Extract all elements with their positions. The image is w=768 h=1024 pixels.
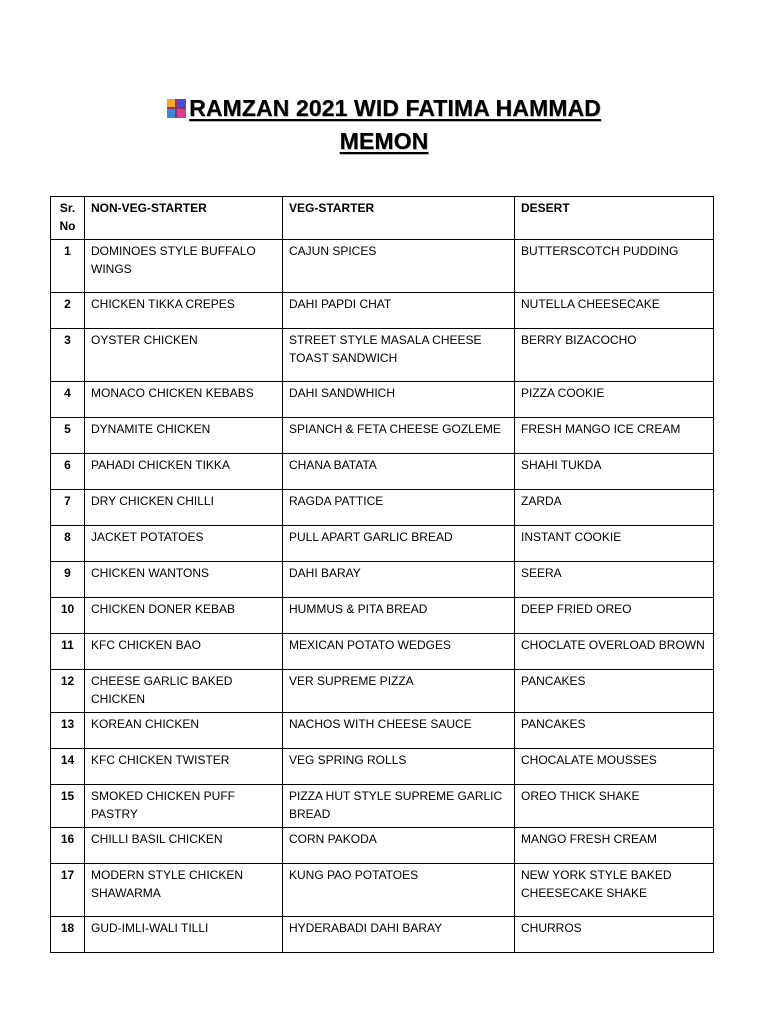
cell-veg: HYDERABADI DAHI BARAY: [283, 917, 515, 953]
cell-sr: 14: [51, 749, 85, 785]
table-row: [51, 598, 714, 634]
colored-cross-bullet-icon: [167, 99, 186, 118]
cell-desert: NUTELLA CHEESECAKE: [515, 293, 714, 329]
cell-veg: STREET STYLE MASALA CHEESE TOAST SANDWICH: [283, 329, 515, 382]
cell-sr: 9: [51, 562, 85, 598]
table-row: [51, 670, 714, 713]
cell-veg: DAHI SANDWHICH: [283, 382, 515, 418]
cell-desert: DEEP FRIED OREO: [515, 598, 714, 634]
cell-veg: KUNG PAO POTATOES: [283, 864, 515, 917]
cell-desert: PANCAKES: [515, 670, 714, 713]
header-non-veg-starter: NON-VEG-STARTER: [85, 197, 283, 240]
cell-sr: 17: [51, 864, 85, 917]
cell-veg: MEXICAN POTATO WEDGES: [283, 634, 515, 670]
cell-veg: DAHI BARAY: [283, 562, 515, 598]
cell-desert: BERRY BIZACOCHO: [515, 329, 714, 382]
cell-desert: FRESH MANGO ICE CREAM: [515, 418, 714, 454]
cell-non-veg: MONACO CHICKEN KEBABS: [85, 382, 283, 418]
cell-sr: 7: [51, 490, 85, 526]
cell-veg: PULL APART GARLIC BREAD: [283, 526, 515, 562]
cell-sr: 2: [51, 293, 85, 329]
cell-non-veg: CHICKEN DONER KEBAB: [85, 598, 283, 634]
cell-desert: CHURROS: [515, 917, 714, 953]
table-row: [51, 240, 714, 293]
cell-veg: HUMMUS & PITA BREAD: [283, 598, 515, 634]
cell-veg: NACHOS WITH CHEESE SAUCE: [283, 713, 515, 749]
title-line-1-wrap: [167, 92, 601, 125]
cell-non-veg: CHICKEN WANTONS: [85, 562, 283, 598]
cell-desert: MANGO FRESH CREAM: [515, 828, 714, 864]
cell-non-veg: SMOKED CHICKEN PUFF PASTRY: [85, 785, 283, 828]
cell-non-veg: MODERN STYLE CHICKEN SHAWARMA: [85, 864, 283, 917]
cell-non-veg: CHICKEN TIKKA CREPES: [85, 293, 283, 329]
table-row: [51, 490, 714, 526]
header-desert: DESERT: [515, 197, 714, 240]
cell-non-veg: OYSTER CHICKEN: [85, 329, 283, 382]
cell-veg: VER SUPREME PIZZA: [283, 670, 515, 713]
document-title: [0, 92, 768, 158]
cell-veg: SPIANCH & FETA CHEESE GOZLEME: [283, 418, 515, 454]
cell-desert: INSTANT COOKIE: [515, 526, 714, 562]
cell-desert: ZARDA: [515, 490, 714, 526]
cell-desert: CHOCALATE MOUSSES: [515, 749, 714, 785]
cell-non-veg: KFC CHICKEN BAO: [85, 634, 283, 670]
cell-non-veg: GUD-IMLI-WALI TILLI: [85, 917, 283, 953]
cell-veg: CAJUN SPICES: [283, 240, 515, 293]
table-row: [51, 418, 714, 454]
cell-sr: 13: [51, 713, 85, 749]
cell-desert: PANCAKES: [515, 713, 714, 749]
cell-desert: SHAHI TUKDA: [515, 454, 714, 490]
cell-sr: 6: [51, 454, 85, 490]
cell-desert: NEW YORK STYLE BAKED CHEESECAKE SHAKE: [515, 864, 714, 917]
table-row: [51, 634, 714, 670]
cell-sr: 10: [51, 598, 85, 634]
table-row: [51, 749, 714, 785]
cell-sr: 18: [51, 917, 85, 953]
table-header-row: [51, 197, 714, 240]
cell-non-veg: CHILLI BASIL CHICKEN: [85, 828, 283, 864]
header-veg-starter: VEG-STARTER: [283, 197, 515, 240]
cell-sr: 12: [51, 670, 85, 713]
cell-veg: CORN PAKODA: [283, 828, 515, 864]
cell-sr: 5: [51, 418, 85, 454]
cell-desert: PIZZA COOKIE: [515, 382, 714, 418]
cell-sr: 3: [51, 329, 85, 382]
cell-desert: BUTTERSCOTCH PUDDING: [515, 240, 714, 293]
cell-sr: 16: [51, 828, 85, 864]
cell-sr: 15: [51, 785, 85, 828]
table-row: [51, 329, 714, 382]
cell-non-veg: JACKET POTATOES: [85, 526, 283, 562]
table-row: [51, 917, 714, 953]
cell-non-veg: PAHADI CHICKEN TIKKA: [85, 454, 283, 490]
cell-desert: SEERA: [515, 562, 714, 598]
cell-veg: DAHI PAPDI CHAT: [283, 293, 515, 329]
table-row: [51, 828, 714, 864]
title-line-1: RAMZAN 2021 WID FATIMA HAMMAD: [189, 95, 601, 121]
table-row: [51, 526, 714, 562]
cell-non-veg: KOREAN CHICKEN: [85, 713, 283, 749]
table-row: [51, 454, 714, 490]
cell-sr: 4: [51, 382, 85, 418]
cell-sr: 8: [51, 526, 85, 562]
cell-non-veg: CHEESE GARLIC BAKED CHICKEN: [85, 670, 283, 713]
table-row: [51, 382, 714, 418]
cell-non-veg: DRY CHICKEN CHILLI: [85, 490, 283, 526]
cell-non-veg: DOMINOES STYLE BUFFALO WINGS: [85, 240, 283, 293]
cell-sr: 1: [51, 240, 85, 293]
table-row: [51, 864, 714, 917]
cell-non-veg: KFC CHICKEN TWISTER: [85, 749, 283, 785]
cell-veg: PIZZA HUT STYLE SUPREME GARLIC BREAD: [283, 785, 515, 828]
cell-veg: CHANA BATATA: [283, 454, 515, 490]
cell-non-veg: DYNAMITE CHICKEN: [85, 418, 283, 454]
title-line-2: MEMON: [339, 128, 429, 154]
cell-desert: OREO THICK SHAKE: [515, 785, 714, 828]
cell-desert: CHOCLATE OVERLOAD BROWN: [515, 634, 714, 670]
menu-table: [50, 196, 714, 953]
cell-veg: RAGDA PATTICE: [283, 490, 515, 526]
header-sr-no: Sr. No: [51, 197, 85, 240]
table-row: [51, 785, 714, 828]
cell-veg: VEG SPRING ROLLS: [283, 749, 515, 785]
table-row: [51, 562, 714, 598]
cell-sr: 11: [51, 634, 85, 670]
table-row: [51, 713, 714, 749]
table-row: [51, 293, 714, 329]
